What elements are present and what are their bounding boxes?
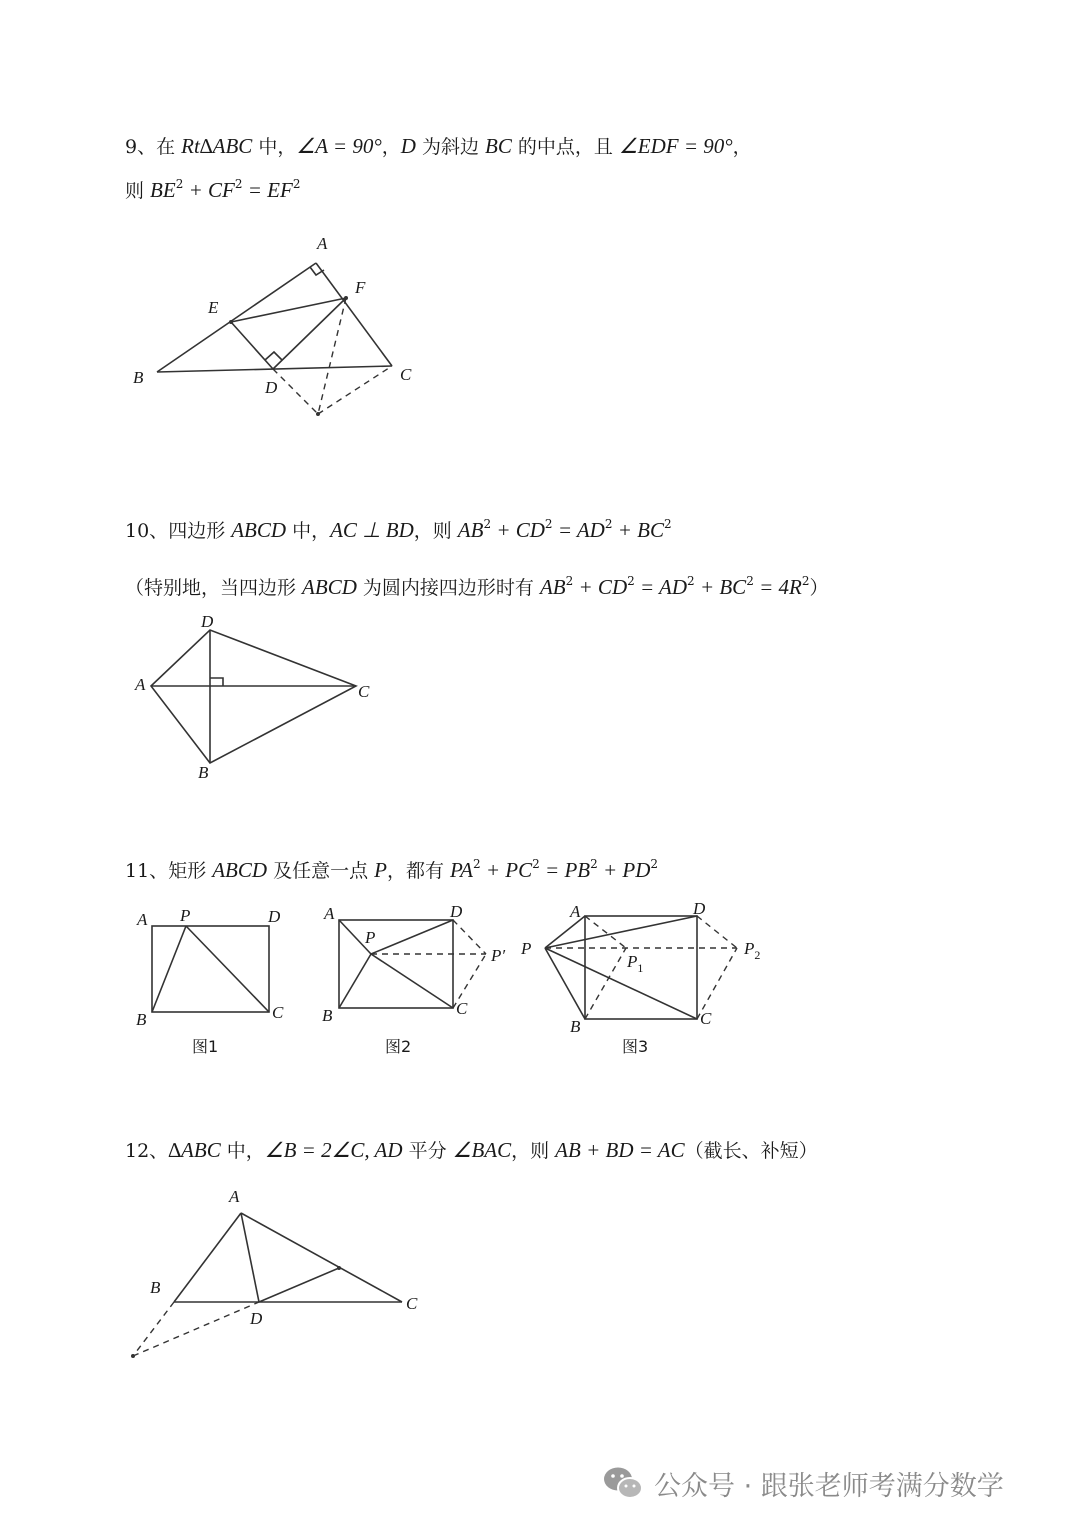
label-a: A [570, 902, 581, 921]
label-d: D [268, 907, 281, 926]
segment-pd [371, 920, 453, 954]
dashed-extension-d [273, 369, 318, 414]
bisector-ad [241, 1213, 259, 1302]
label-c: C [272, 1003, 284, 1022]
dashed-extension-d [133, 1302, 259, 1356]
problem-9-figure [133, 234, 412, 416]
problem-9-statement: 9、在 Rt∆ABC 中，∠A = 90°，D 为斜边 BC 的中点，且 ∠EDF = 90°， [125, 134, 752, 158]
label-c: C [700, 1009, 712, 1028]
segment-pc [545, 948, 697, 1019]
segment-pc [371, 954, 453, 1008]
caption-fig-2: 图2 [385, 1037, 412, 1056]
side-ba [157, 263, 316, 372]
label-c: C [358, 682, 370, 701]
segment-d-ac [259, 1268, 339, 1302]
label-f: F [355, 278, 366, 297]
label-a: A [324, 904, 335, 923]
watermark-text: 公众号 · 跟张老师考满分数学 [654, 1470, 1004, 1502]
label-d: D [693, 899, 706, 918]
segment-pb [152, 926, 186, 1012]
label-p1: $P_1$ [627, 952, 644, 975]
label-a: A [135, 675, 146, 694]
label-b: B [570, 1017, 581, 1036]
wechat-icon [602, 1465, 644, 1501]
label-d: D [450, 902, 463, 921]
side-ac [316, 263, 392, 366]
problem-12-figure [131, 1187, 418, 1358]
problem-11-figure-1 [136, 906, 284, 1056]
side-ba [174, 1213, 241, 1302]
segment-df [273, 298, 346, 369]
problem-11-figure-2 [322, 902, 505, 1056]
label-b: B [133, 368, 144, 387]
label-c: C [400, 365, 412, 384]
quadrilateral-abcd [151, 630, 356, 763]
caption-fig-1: 图1 [192, 1037, 219, 1056]
problem-10-special-case: （特别地，当四边形 ABCD 为圆内接四边形时有 $AB^2 + CD^2 = AD^2 + BC^2 = 4R^2$） [125, 574, 829, 599]
label-e: E [208, 298, 219, 317]
label-b: B [198, 763, 209, 782]
side-ac [241, 1213, 402, 1302]
label-b: B [150, 1278, 161, 1297]
label-a: A [137, 910, 148, 929]
label-p2: $P_2$ [744, 939, 761, 962]
segment-pb [339, 954, 371, 1008]
dashed-segment-f [318, 298, 346, 414]
label-p-prime: P′ [491, 946, 506, 965]
dashed-dp2 [697, 916, 737, 948]
caption-fig-3: 图3 [622, 1037, 649, 1056]
label-d: D [265, 378, 278, 397]
problem-11-statement: 11、矩形 ABCD 及任意一点 P，都有 $PA^2 + PC^2 = PB^2 + PD^2$ [125, 857, 659, 882]
watermark [602, 1463, 1004, 1503]
label-b: B [136, 1010, 147, 1029]
right-angle-d [265, 352, 282, 360]
label-a: A [317, 234, 328, 253]
segment-pc [186, 926, 269, 1012]
segment-ed [231, 322, 273, 369]
label-p: P [180, 906, 191, 925]
label-d: D [250, 1309, 263, 1328]
problem-10-figure [134, 612, 370, 782]
rectangle-abcd [339, 920, 453, 1008]
label-a: A [229, 1187, 240, 1206]
dashed-dp [453, 920, 486, 954]
label-c: C [406, 1294, 418, 1313]
problem-10-statement: 10、四边形 ABCD 中，AC ⊥ BD，则 $AB^2 + CD^2 = AD^2 + BC^2$ [125, 517, 672, 542]
problem-9-conclusion: 则 $BE^2 + CF^2 = EF^2$ [125, 177, 301, 202]
right-angle-a [310, 267, 324, 275]
dashed-segment-c [318, 366, 392, 414]
label-b: B [322, 1006, 333, 1025]
label-d: D [201, 612, 214, 631]
label-p: P [365, 928, 376, 947]
problem-11-figure-3 [520, 899, 760, 1056]
label-p: P [521, 939, 532, 958]
segment-pb [545, 948, 585, 1019]
segment-pd [545, 916, 697, 948]
problem-12-statement: 12、∆ABC 中，∠B = 2∠C, AD 平分 ∠BAC，则 AB + BD = AC（截长、补短） [125, 1138, 818, 1162]
label-c: C [456, 999, 468, 1018]
right-angle-o [210, 678, 223, 686]
